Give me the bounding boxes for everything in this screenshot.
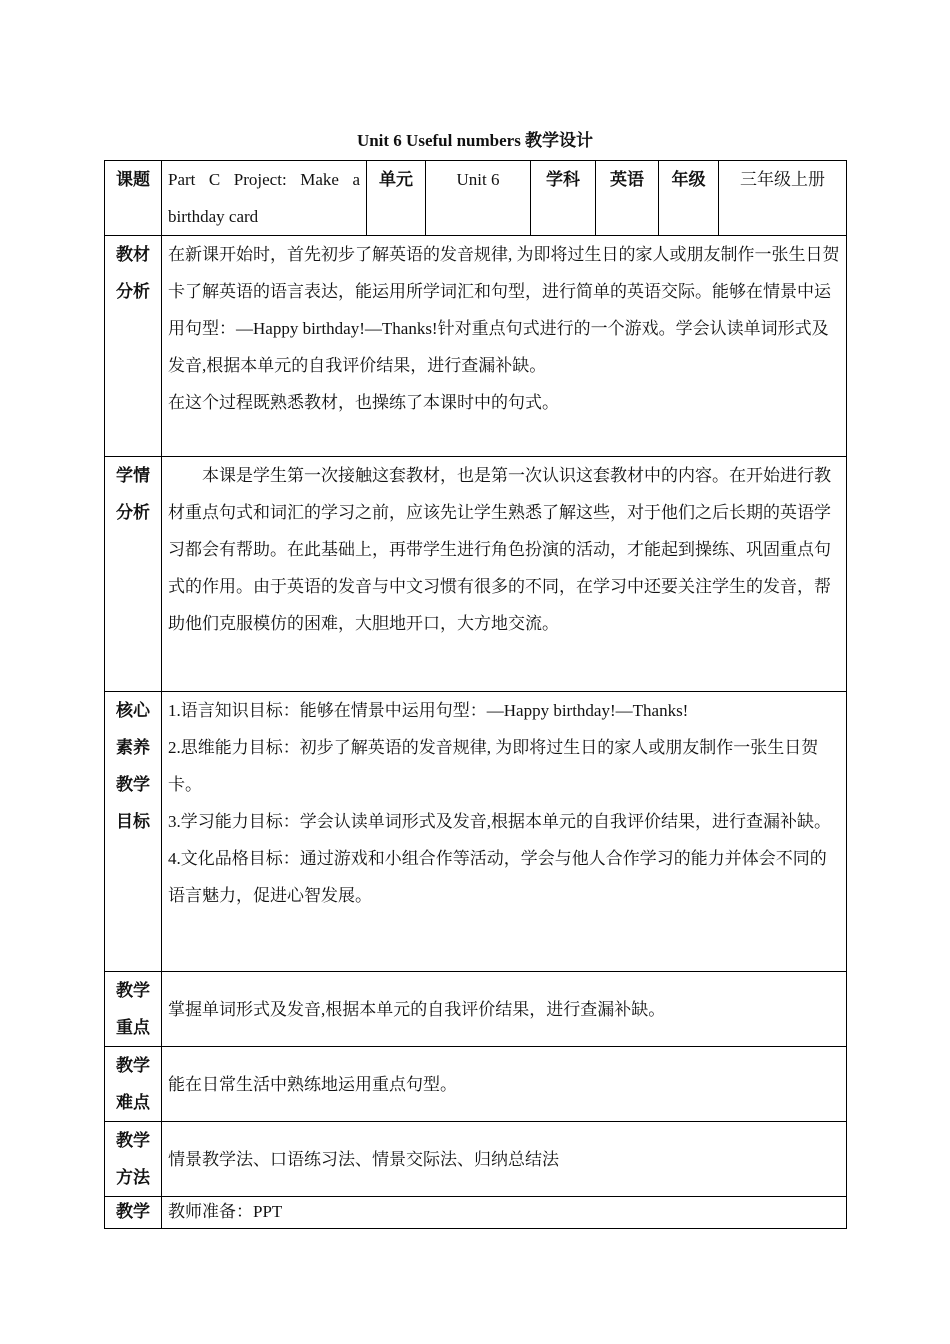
textbook-analysis-paragraph: 在新课开始时，首先初步了解英语的发音规律, 为即将过生日的家人或朋友制作一张生日贺卡了解英语的语言表达，能运用所学词汇和句型，进行简单的英语交际。能够在情景中运用句型：—Happy birthday!—Thanks!针对重点句式进行的一个游戏。学会认读单词形式及发音,根据本单元的自我评价结果，进行查漏补缺。	[168, 245, 840, 375]
goal-item: 2.思维能力目标：初步了解英语的发音规律, 为即将过生日的家人或朋友制作一张生日贺卡。	[168, 738, 819, 794]
core-goals-content	[162, 692, 847, 972]
topic-label: 课题	[105, 161, 162, 236]
key-points-row	[105, 972, 847, 1047]
goal-item: 4.文化品格目标：通过游戏和小组合作等活动，学会与他人合作学习的能力并体会不同的语言魅力，促进心智发展。	[168, 849, 827, 905]
methods-row	[105, 1122, 847, 1197]
textbook-analysis-content	[162, 236, 847, 457]
preparation-label: 教学	[105, 1197, 162, 1229]
core-goals-label: 核心素养教学目标	[105, 692, 162, 972]
goal-item: 3.学习能力目标：学会认读单词形式及发音,根据本单元的自我评价结果，进行查漏补缺。	[168, 812, 831, 831]
methods-content: 情景教学法、口语练习法、情景交际法、归纳总结法	[162, 1122, 847, 1197]
unit-value: Unit 6	[426, 161, 531, 236]
student-analysis-content	[162, 457, 847, 692]
preparation-row	[105, 1197, 847, 1229]
grade-label: 年级	[659, 161, 719, 236]
unit-label: 单元	[367, 161, 426, 236]
difficulties-content: 能在日常生活中熟练地运用重点句型。	[162, 1047, 847, 1122]
student-analysis-label: 学情分析	[105, 457, 162, 692]
methods-label: 教学方法	[105, 1122, 162, 1197]
subject-value: 英语	[596, 161, 659, 236]
textbook-analysis-paragraph: 在这个过程既熟悉教材，也操练了本课时中的句式。	[168, 393, 559, 412]
header-row	[105, 161, 847, 236]
topic-value: Part C Project: Make a birthday card	[162, 161, 367, 236]
goal-item: 1.语言知识目标：能够在情景中运用句型：—Happy birthday!—Thanks!	[168, 701, 689, 720]
textbook-analysis-label: 教材分析	[105, 236, 162, 457]
difficulties-label: 教学难点	[105, 1047, 162, 1122]
preparation-content: 教师准备：PPT	[162, 1197, 847, 1229]
lesson-plan-table	[104, 160, 847, 1229]
core-goals-row	[105, 692, 847, 972]
grade-value: 三年级上册	[719, 161, 847, 236]
subject-label: 学科	[531, 161, 596, 236]
textbook-analysis-row	[105, 236, 847, 457]
student-analysis-row	[105, 457, 847, 692]
student-analysis-paragraph: 本课是学生第一次接触这套教材，也是第一次认识这套教材中的内容。在开始进行教材重点句式和词汇的学习之前，应该先让学生熟悉了解这些，对于他们之后长期的英语学习都会有帮助。在此基础上，再带学生进行角色扮演的活动，才能起到操练、巩固重点句式的作用。由于英语的发音与中文习惯有很多的不同，在学习中还要关注学生的发音，帮助他们克服模仿的困难，大胆地开口，大方地交流。	[168, 466, 831, 633]
document-title: Unit 6 Useful numbers 教学设计	[356, 131, 594, 150]
difficulties-row	[105, 1047, 847, 1122]
key-points-content: 掌握单词形式及发音,根据本单元的自我评价结果，进行查漏补缺。	[162, 972, 847, 1047]
key-points-label: 教学重点	[105, 972, 162, 1047]
